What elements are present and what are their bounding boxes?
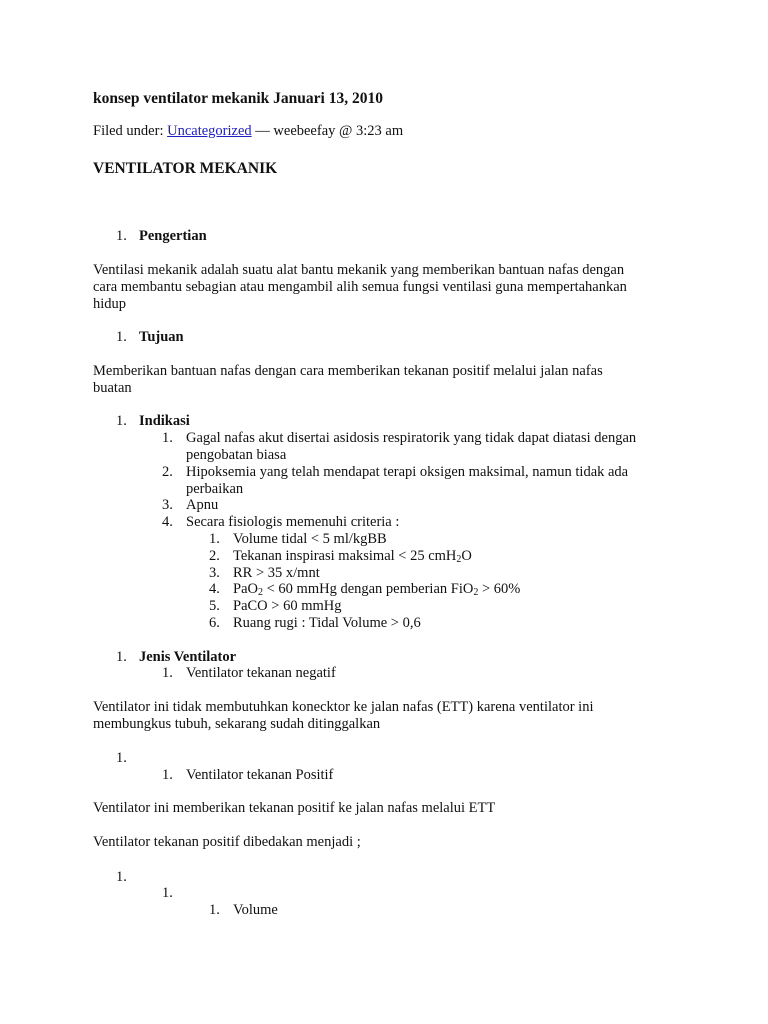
list-item-number: 1.	[162, 767, 173, 783]
criteria-item: RR > 35 x/mnt	[233, 565, 320, 581]
paragraph-line: hidup	[93, 296, 127, 312]
paragraph-line: Ventilasi mekanik adalah suatu alat bantu mekanik yang memberikan bantuan nafas dengan	[93, 262, 625, 278]
list-item-number: 1.	[116, 750, 127, 766]
section-label-jenis: Jenis Ventilator	[139, 649, 237, 665]
criteria-number: 1.	[209, 531, 220, 547]
section-label-tujuan: Tujuan	[139, 329, 184, 345]
paragraph-line: Ventilator tekanan positif dibedakan menjadi ;	[93, 834, 361, 850]
section-number: 1.	[116, 649, 127, 665]
criteria-item: Ruang rugi : Tidal Volume > 0,6	[233, 615, 421, 631]
criteria-number: 2.	[209, 548, 220, 564]
list-item: perbaikan	[186, 481, 244, 497]
post-meta	[93, 123, 403, 140]
paragraph-line: Memberikan bantuan nafas dengan cara memberikan tekanan positif melalui jalan nafas	[93, 363, 603, 379]
list-item: pengobatan biasa	[186, 447, 287, 463]
criteria-item: Tekanan inspirasi maksimal < 25 cmH$_2$O	[233, 548, 472, 565]
list-item: Gagal nafas akut disertai asidosis respiratorik yang tidak dapat diatasi dengan	[186, 430, 637, 446]
list-item-number: 4.	[162, 514, 173, 530]
list-item: Ventilator tekanan Positif	[186, 767, 334, 783]
criteria-number: 3.	[209, 565, 220, 581]
paragraph-line: membungkus tubuh, sekarang sudah ditinggalkan	[93, 716, 381, 732]
paragraph-line: cara membantu sebagian atau mengambil alih semua fungsi ventilasi guna mempertahankan	[93, 279, 627, 295]
section-number: 1.	[116, 329, 127, 345]
list-item: Volume	[233, 902, 278, 918]
post-title: konsep ventilator mekanik Januari 13, 2010	[93, 90, 383, 107]
list-item-number: 1.	[162, 665, 173, 681]
list-item-number: 1.	[116, 869, 127, 885]
list-item: Hipoksemia yang telah mendapat terapi oksigen maksimal, namun tidak ada	[186, 464, 629, 480]
criteria-item: PaO$_2$ < 60 mmHg dengan pemberian FiO$_2$ > 60%	[233, 581, 521, 598]
list-item: Secara fisiologis memenuhi criteria :	[186, 514, 400, 530]
list-item-number: 3.	[162, 497, 173, 513]
criteria-item: PaCO > 60 mmHg	[233, 598, 342, 614]
section-number: 1.	[116, 413, 127, 429]
category-link[interactable]: Uncategorized	[167, 123, 252, 139]
criteria-number: 6.	[209, 615, 220, 631]
list-item-number: 1.	[162, 885, 173, 901]
author-time: — weebeefay @ 3:23 am	[255, 123, 404, 139]
section-number: 1.	[116, 228, 127, 244]
section-label-pengertian: Pengertian	[139, 228, 207, 244]
filed-under-label: Filed under:	[93, 123, 164, 139]
paragraph-line: Ventilator ini tidak membutuhkan konecktor ke jalan nafas (ETT) karena ventilator ini	[93, 699, 594, 715]
paragraph-line: buatan	[93, 380, 132, 396]
list-item-number: 1.	[162, 430, 173, 446]
list-item: Apnu	[186, 497, 219, 513]
criteria-number: 4.	[209, 581, 220, 597]
criteria-number: 5.	[209, 598, 220, 614]
list-item: Ventilator tekanan negatif	[186, 665, 336, 681]
page-heading: VENTILATOR MEKANIK	[93, 160, 278, 177]
list-item-number: 1.	[209, 902, 220, 918]
criteria-item: Volume tidal < 5 ml/kgBB	[233, 531, 387, 547]
paragraph-line: Ventilator ini memberikan tekanan positif ke jalan nafas melalui ETT	[93, 800, 496, 816]
section-label-indikasi: Indikasi	[139, 413, 190, 429]
list-item-number: 2.	[162, 464, 173, 480]
